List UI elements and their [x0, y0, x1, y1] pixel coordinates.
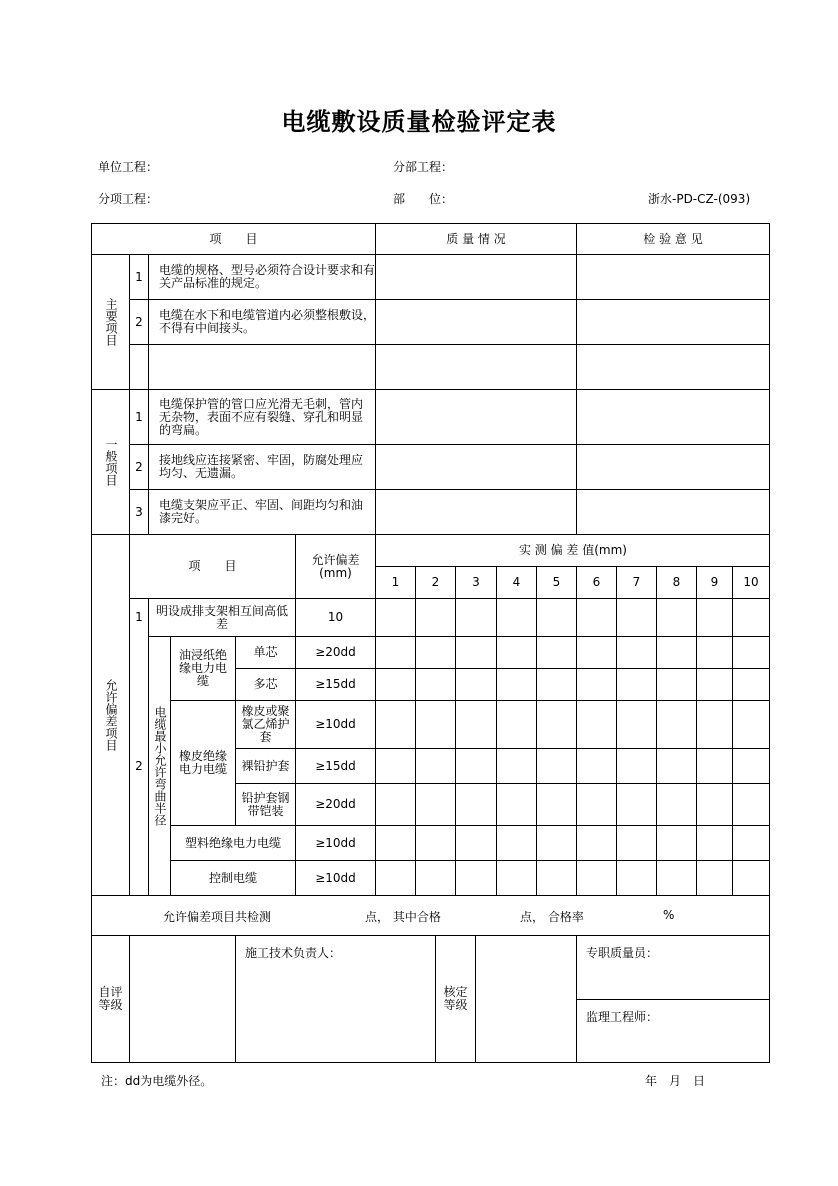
lead-steel-value: ≥20dd — [315, 797, 356, 811]
self-grade-label: 自评等级 — [98, 985, 123, 1012]
measure-col: 6 — [592, 575, 601, 589]
supervisor-label: 监理工程师： — [586, 1010, 659, 1024]
measure-col: 8 — [672, 575, 681, 589]
general-items-label: 一般项目 — [104, 438, 118, 486]
measure-col: 5 — [552, 575, 561, 589]
deviation-row-no: 1 — [135, 610, 143, 624]
measure-col: 4 — [512, 575, 521, 589]
measured-head: 实 测 偏 差 值(mm) — [518, 543, 627, 557]
control-cable-label: 控制电缆 — [208, 870, 257, 885]
measure-col: 2 — [431, 575, 440, 589]
head-opinion: 检 验 意 见 — [643, 231, 703, 246]
summary-rate: 点， 合格率 — [520, 910, 584, 924]
general-item-text: 接地线应连接紧密、牢固，防腐处理应均匀、无遗漏。 — [159, 453, 364, 480]
deviation-items-label: 允许偏差项目 — [104, 679, 118, 751]
measure-col: 7 — [632, 575, 641, 589]
multi-core-value: ≥15dd — [315, 677, 356, 691]
summary-detected: 允许偏差项目共检测 — [163, 910, 272, 924]
control-cable-value: ≥10dd — [315, 870, 356, 885]
bare-lead-value: ≥15dd — [315, 758, 356, 773]
footer-date: 年 月 日 — [645, 1074, 706, 1088]
quality-officer-label: 专职质量员： — [586, 946, 659, 960]
position-label: 部 位： — [393, 192, 454, 206]
general-item-text: 电缆支架应平正、牢固、间距均匀和油漆完好。 — [159, 498, 364, 525]
footer-note: 注：dd为电缆外径。 — [101, 1074, 213, 1088]
verify-grade-label: 核定等级 — [443, 985, 468, 1012]
plastic-cable-value: ≥10dd — [315, 835, 356, 850]
summary-percent: % — [663, 908, 675, 922]
unit-project-label: 单位工程： — [98, 160, 159, 174]
single-core-value: ≥20dd — [315, 645, 356, 659]
general-item-no: 1 — [135, 409, 143, 424]
measure-col: 10 — [743, 575, 759, 589]
main-item-no: 2 — [135, 314, 143, 329]
rubber-pvc-label: 橡皮或聚氯乙烯护套 — [241, 704, 290, 744]
main-item-text: 电缆的规格、型号必须符合设计要求和有关产品标准的规定。 — [159, 263, 376, 290]
measure-col: 9 — [710, 575, 719, 589]
general-item-no: 2 — [135, 459, 143, 474]
sub-project-label: 分部工程： — [393, 160, 454, 174]
multi-core-label: 多芯 — [253, 677, 278, 691]
measure-col: 1 — [391, 575, 400, 589]
bend-radius-label: 电缆最小允许弯曲半径 — [153, 706, 167, 826]
form-code: 浙水-PD-CZ-(093) — [648, 192, 751, 206]
tech-lead-label: 施工技术负责人： — [245, 946, 342, 960]
deviation-row-text: 明设成排支架相互间高低差 — [155, 603, 288, 631]
bare-lead-label: 裸铅护套 — [241, 758, 290, 773]
general-item-text: 电缆保护管的管口应光滑无毛刺，管内无杂物，表面不应有裂缝、穿孔和明显的弯扁。 — [159, 396, 364, 437]
deviation-row-no: 2 — [135, 758, 143, 773]
measure-col: 3 — [472, 575, 480, 589]
oil-cable-label: 油浸纸绝缘电力电缆 — [178, 648, 227, 688]
deviation-head-item: 项 目 — [188, 559, 237, 573]
item-project-label: 分项工程： — [98, 192, 159, 206]
deviation-head-allow: 允许偏差(mm) — [311, 552, 360, 580]
plastic-cable-label: 塑料绝缘电力电缆 — [184, 835, 281, 850]
main-item-no: 1 — [135, 269, 143, 284]
head-quality: 质 量 情 况 — [446, 231, 506, 246]
main-item-text: 电缆在水下和电缆管道内必须整根敷设，不得有中间接头。 — [159, 308, 376, 335]
summary-qualified: 点， 其中合格 — [365, 910, 441, 924]
main-items-label: 主要项目 — [104, 298, 118, 346]
rubber-pvc-value: ≥10dd — [315, 717, 356, 731]
page-title: 电缆敷设质量检验评定表 — [281, 108, 557, 136]
lead-steel-label: 铅护套钢带铠装 — [241, 790, 290, 818]
rubber-cable-label: 橡皮绝缘电力电缆 — [178, 749, 227, 776]
single-core-label: 单芯 — [253, 645, 278, 659]
head-item: 项 目 — [209, 231, 258, 246]
general-item-no: 3 — [135, 504, 143, 519]
deviation-row-value: 10 — [327, 610, 344, 624]
